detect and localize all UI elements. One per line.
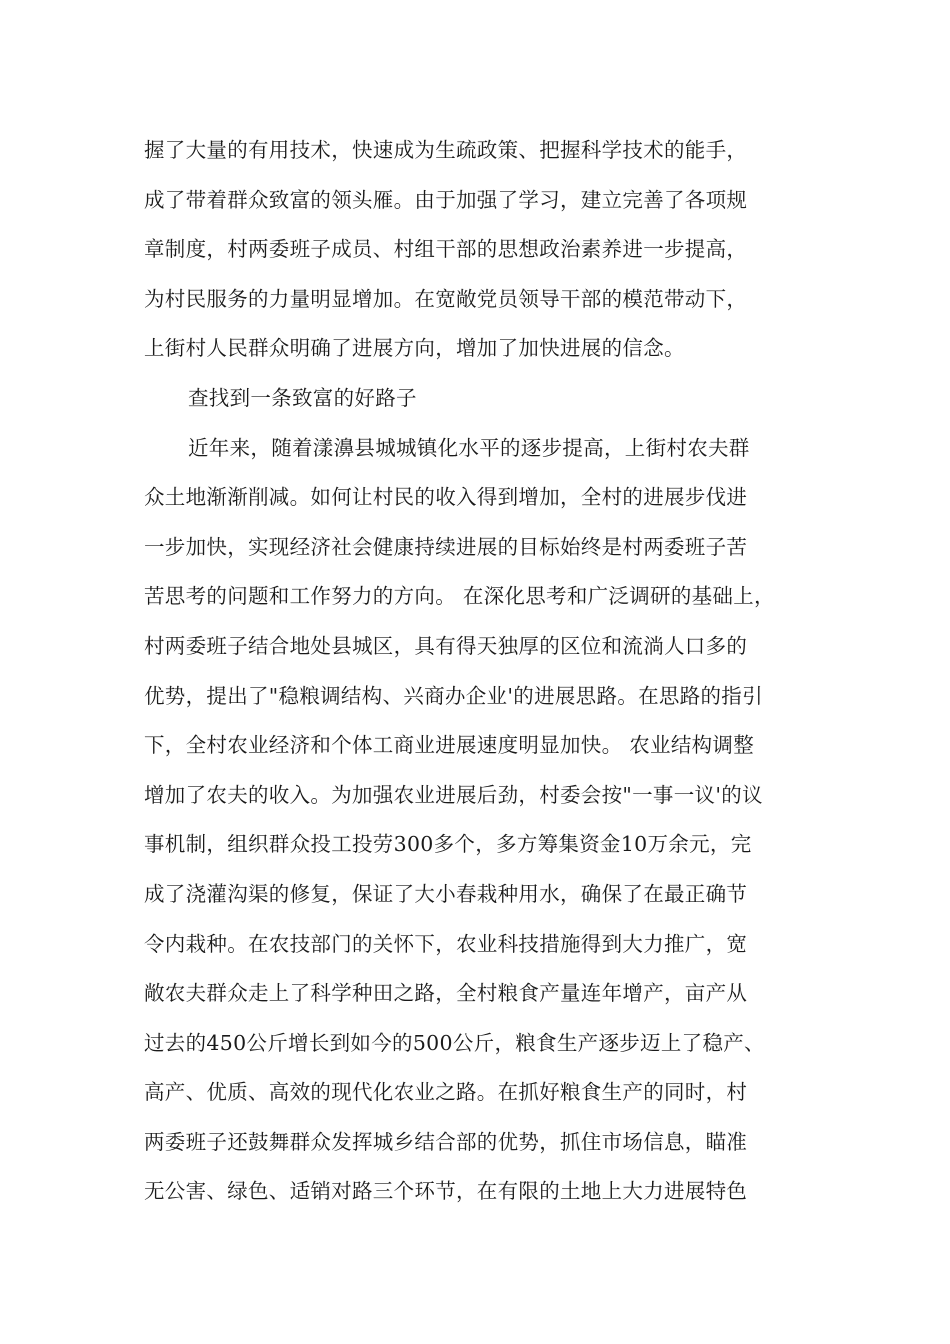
text-line: 优势，提出了"稳粮调结构、兴商办企业'的进展思路。在思路的指引	[144, 683, 763, 708]
text-line: 增加了农夫的收入。为加强农业进展后劲，村委会按"一事一议'的议	[144, 782, 763, 807]
text-line: 两委班子还鼓舞群众发挥城乡结合部的优势，抓住市场信息，瞄准	[144, 1129, 748, 1154]
paragraph-first-line: 近年来，随着漾濞县城城镇化水平的逐步提高，上街村农夫群	[188, 435, 750, 460]
text-line: 敞农夫群众走上了科学种田之路，全村粮食产量连年增产，亩产从	[144, 981, 748, 1006]
text-line: 成了浇灌沟渠的修复，保证了大小春栽种用水，确保了在最正确节	[144, 881, 748, 906]
text-line: 一步加快，实现经济社会健康持续进展的目标始终是村两委班子苦	[144, 534, 748, 559]
text-line: 村两委班子结合地处县城区，具有得天独厚的区位和流淌人口多的	[144, 633, 748, 658]
text-line: 下，全村农业经济和个体工商业进展速度明显加快。 农业结构调整	[144, 733, 755, 758]
text-line: 高产、优质、高效的现代化农业之路。在抓好粮食生产的同时，村	[144, 1080, 748, 1105]
paragraph-first-line: 查找到一条致富的好路子	[188, 385, 417, 410]
text-line: 成了带着群众致富的领头雁。由于加强了学习，建立完善了各项规	[144, 187, 748, 212]
body-text	[144, 126, 816, 1217]
text-line: 上街村人民群众明确了进展方向，增加了加快进展的信念。	[144, 336, 685, 361]
text-line: 无公害、绿色、适销对路三个环节，在有限的土地上大力进展特色	[144, 1179, 748, 1204]
text-line: 众土地渐渐削减。如何让村民的收入得到增加，全村的进展步伐进	[144, 485, 748, 510]
text-line: 为村民服务的力量明显增加。在宽敞党员领导干部的模范带动下，	[144, 286, 748, 311]
text-line: 握了大量的有用技术，快速成为生疏政策、把握科学技术的能手，	[144, 138, 748, 162]
text-line: 事机制，组织群众投工投劳300多个，多方筹集资金10万余元，完	[144, 832, 752, 857]
text-line: 章制度，村两委班子成员、村组干部的思想政治素养进一步提高，	[144, 237, 748, 262]
text-line: 过去的450公斤增长到如今的500公斤，粮食生产逐步迈上了稳产、	[144, 1030, 765, 1055]
text-line: 令内栽种。在农技部门的关怀下，农业科技措施得到大力推广，宽	[144, 931, 748, 956]
text-line: 苦思考的问题和工作努力的方向。 在深化思考和广泛调研的基础上，	[144, 584, 775, 609]
